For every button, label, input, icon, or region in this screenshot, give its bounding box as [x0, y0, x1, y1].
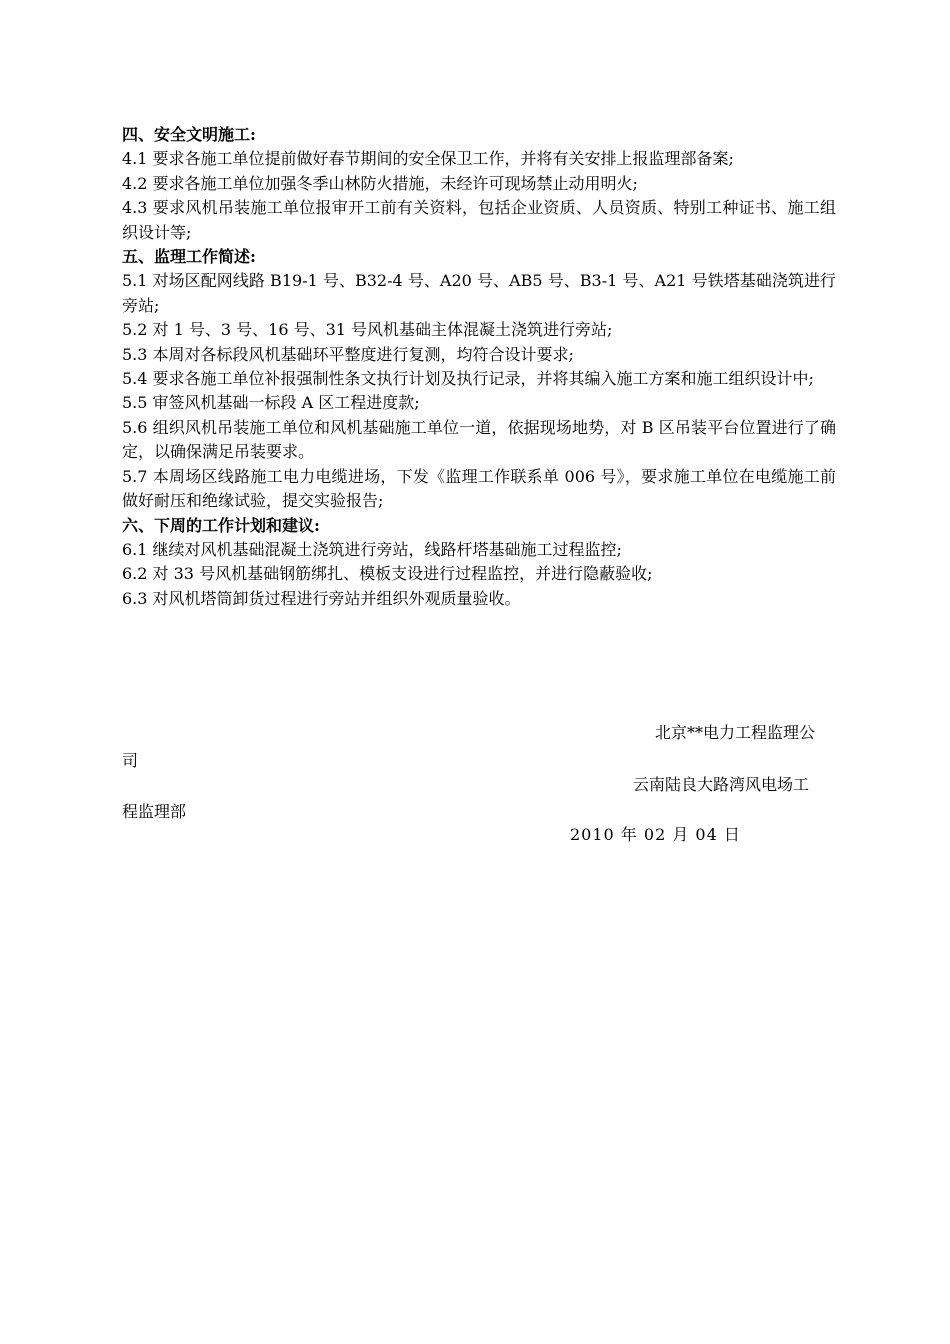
section-heading: 四、安全文明施工: — [122, 125, 256, 144]
section-item: 4.3 要求风机吊装施工单位报审开工前有关资料，包括企业资质、人员资质、特别工种证书、施工组织设计等; — [122, 198, 836, 242]
section-item: 5.2 对 1 号、3 号、16 号、31 号风机基础主体混凝土浇筑进行旁站; — [122, 320, 613, 340]
section-item: 5.3 本周对各标段风机基础环平整度进行复测，均符合设计要求; — [122, 344, 574, 364]
section-item: 4.1 要求各施工单位提前做好春节期间的安全保卫工作，并将有关安排上报监理部备案; — [122, 149, 734, 169]
section-item: 5.1 对场区配网线路 B19-1 号、B32-4 号、A20 号、AB5 号、B3-1 号、A21 号铁塔基础浇筑进行旁站; — [122, 271, 836, 315]
signature-date: 2010 年 02 月 04 日 — [570, 825, 741, 844]
section-item: 5.6 组织风机吊装施工单位和风机基础施工单位一道，依据现场地势，对 B 区吊装平台位置进行了确定，以确保满足吊装要求。 — [122, 417, 836, 462]
signature-org2-line2: 程监理部 — [122, 802, 187, 821]
section-item: 5.5 审签风机基础一标段 A 区工程进度款; — [122, 393, 420, 413]
section-item: 6.1 继续对风机基础混凝土浇筑进行旁站，线路杆塔基础施工过程监控; — [122, 539, 622, 559]
section-item: 5.4 要求各施工单位补报强制性条文执行计划及执行记录，并将其编入施工方案和施工组织设计中; — [122, 369, 814, 389]
signature-org1-line2: 司 — [122, 751, 139, 770]
signature-org2-line1: 云南陆良大路湾风电场工 — [633, 775, 810, 794]
section-item: 6.3 对风机塔筒卸货过程进行旁站并组织外观质量验收。 — [122, 588, 521, 608]
section-item: 6.2 对 33 号风机基础钢筋绑扎、模板支设进行过程监控，并进行隐蔽验收; — [122, 564, 653, 584]
section-item: 4.2 要求各施工单位加强冬季山林防火措施，未经许可现场禁止动用明火; — [122, 173, 638, 193]
section-item: 5.7 本周场区线路施工电力电缆进场，下发《监理工作联系单 006 号》，要求施工单位在电缆施工前做好耐压和绝缘试验，提交实验报告; — [122, 466, 836, 511]
signature-org1-line1: 北京**电力工程监理公 — [655, 723, 816, 742]
section-heading: 五、监理工作简述: — [122, 247, 256, 267]
section-heading: 六、下周的工作计划和建议: — [122, 515, 320, 535]
report-body — [122, 123, 836, 611]
